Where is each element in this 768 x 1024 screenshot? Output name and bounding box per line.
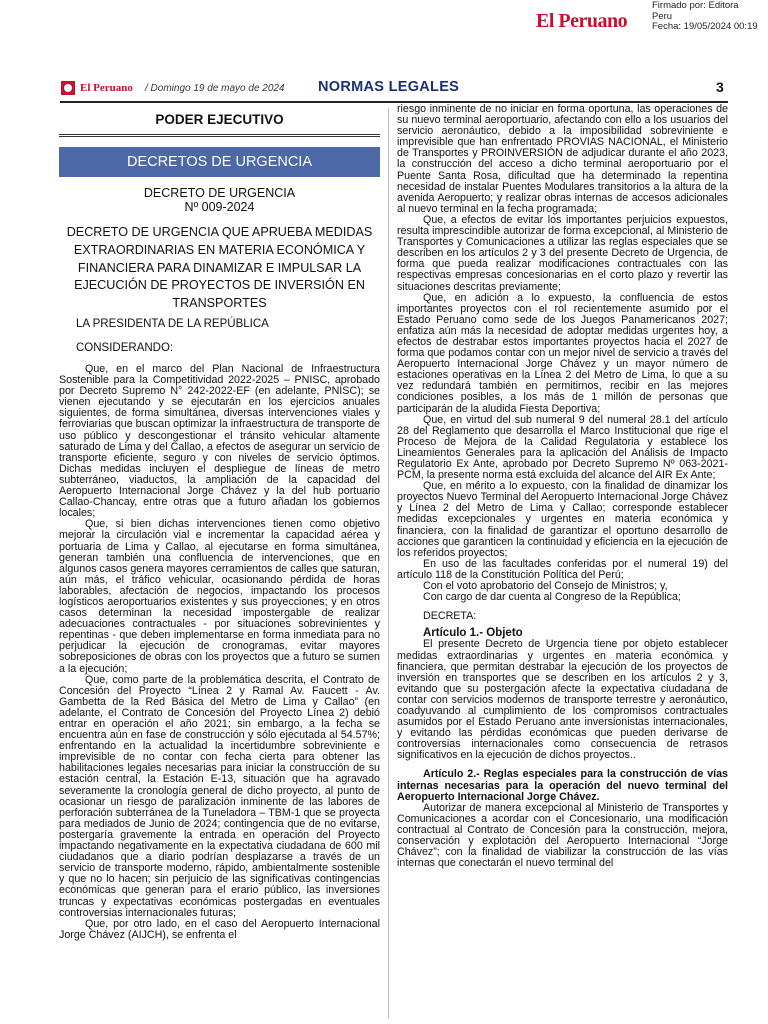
decree-id: Nº 009-2024 [184, 200, 255, 214]
paragraph: En uso de las facultades conferidas por el numeral 19) del artículo 118 de la Constitución Política del Perú; [397, 557, 728, 581]
paragraph: riesgo inminente de no iniciar en forma oportuna, las operaciones de su nuevo terminal aeroportuario, afectando con ello a los usuarios del servicio aeronáutico, debido a la imposibilidad sobreviniente e imprevisible que han enfrentado PROVIAS NACIONAL, el Ministerio de Transportes y PROINVERSIÓN de adjudicar durante el año 2023, la construcción del acceso a dicho terminal aeroportuario por el Puente Santa Rosa, dificultad que ha determinado la repentina necesidad de instalar Puentes Modulares transitorios a la altura de la avenida Aeropuerto; y realizar obras internas de accesos adicionales al nuevo terminal en la fecha programada; [397, 103, 728, 215]
paragraph: Que, por otro lado, en el caso del Aeropuerto Internacional Jorge Chávez (AIJCH), se enfrenta el [59, 917, 380, 941]
left-body-text [59, 364, 380, 941]
header-date: / Domingo 19 de mayo de 2024 [145, 83, 285, 94]
section-rule [59, 134, 380, 135]
el-peruano-emblem-icon [60, 80, 76, 96]
article-2-title: Artículo 2.- Reglas especiales para la construcción de vías internas necesarias para la operación del nuevo terminal del Aeropuerto Internacional Jorge Chávez. [397, 768, 728, 803]
column-divider [388, 108, 389, 1018]
paragraph: Con cargo de dar cuenta al Congreso de la República; [423, 591, 681, 604]
paragraph: Que, si bien dichas intervenciones tienen como objetivo mejorar la circulación vial e incrementar la capacidad aérea y portuaria de Lima y Callao, al ejecutarse en forma simultánea, generan también una confluencia de intervenciones, que en algunos casos genera mayores cerramientos de calles que saturan, aún más, el tráfico vehicular, ocasionando pérdida de horas laborables, afectación de negocios, impactando los procesos logísticos aeroportuarios existentes y sus proyecciones; y en otros casos determinan la necesidad impostergable de realizar adecuaciones contractuales - por situaciones sobrevinientes y repentinas - que deben implementarse en forma inmediata para no perjudicar la ejecución de cronogramas, evitar mayores sobreposiciones de obras con los proyectos que a futuro se sumen a la ejecución; [59, 518, 380, 675]
paragraph: Que, en el marco del Plan Nacional de Infraestructura Sostenible para la Competitividad 2022-2025 – PNISC, aprobado por Decreto Supremo N° 242-2022-EF (en adelante, PNISC); se vienen ejecutando y se ejecutarán en los ejercicios anuales siguientes, de forma simultánea, diversas intervenciones viales y ferroviarias que buscan optimizar la infraestructura de transporte de uso público y descongestionar el tránsito vehicular altamente saturado de Lima y del Callao, a efectos de asegurar un servicio de transporte eficiente, seguro y con niveles de servicio óptimos. Dichas medidas incluyen el despliegue de líneas de metro subterráneo, viaductos, la ampliación de la capacidad del Aeropuerto Internacional Jorge Chávez y la del hub portuario Callao-Chancay, entre otras que a futuro añadan los gobiernos locales; [59, 363, 380, 520]
paragraph: Que, como parte de la problemática descrita, el Contrato de Concesión del Proyecto “Línea 2 y Ramal Av. Faucett - Av. Gambetta de la Red Básica del Metro de Lima y Callao” (en adelante, el Contrato de Concesión del Proyecto Línea 2) debió entrar en operación el año 2021; sin embargo, a la fecha se encuentra aún en fase de construcción y sólo ejecutada al 54.57%; enfrentando en la actualidad la incertidumbre sobreviniente e imprevisible de no contar con fecha cierta para obtener las habilitaciones legales necesarias para iniciar la construcción de su estación central, la Estación E-13, situación que ha agravado severamente la cronología general de dicho proyecto, al punto de ocasionar un riesgo de paralización inminente de las labores de perforación subterránea de la Tuneladora – TBM-1 que se proyecta para mediados de Junio de 2024; contingencia que de no evitarse, postergaría gravemente la entrada en operación del Proyecto impactando negativamente en la expectativa ciudadana de 600 mil ciudadanos que a diario podrían desplazarse a través de un servicio de transporte moderno, rápido, ambientalmente sostenible y que no lo hacen; sin perjuicio de las significativas contingencias económicas que generan para el erario público, las inversiones truncas y expectativas económicas postergadas en eventuales controversias internacionales futuras; [59, 673, 380, 919]
decree-heading: DECRETO DE URGENCIA QUE APRUEBA MEDIDAS EXTRAORDINARIAS EN MATERIA ECONÓMICA Y FINANCIERA PARA DINAMIZAR E IMPULSAR LA EJECUCIÓN DE PROYECTOS DE INVERSIÓN EN TRANSPORTES [66, 225, 373, 311]
paragraph: Que, en adición a lo expuesto, la confluencia de estos importantes proyectos con el rol recientemente asumido por el Estado Peruano como sede de los Juegos Panamericanos 2027; enfatiza aún más la necesidad de adoptar medidas urgentes hoy, a efectos de destrabar estos importantes proyectos hacia el 2027 de forma que podamos contar con un mejor nivel de servicio a través del Aeropuerto Internacional Jorge Chávez y un mayor número de estaciones operativas en la Línea 2 del Metro de Lima, lo que a su vez redundará también en permitirnos, recibir en las mejores condiciones posibles, a los más de 1 millón de personas que participarán de la aludida Fiesta Deportiva; [397, 291, 728, 415]
section-poder-ejecutivo: PODER EJECUTIVO [155, 112, 284, 127]
article-2-text: Autorizar de manera excepcional al Ministerio de Transportes y Comunicaciones a acordar con el Concesionario, una modificación contractual al Contrato de Concesión para la construcción, mejora, conservación y explotación del Aeropuerto Internacional “Jorge Chávez”; con la finalidad de viabilizar la construcción de las vías internas que conectarán el nuevo terminal del [397, 801, 728, 870]
el-peruano-signature-logo: El Peruano [536, 10, 628, 32]
paragraph: Con el voto aprobatorio del Consejo de Ministros; y, [423, 580, 668, 593]
digital-signature-info [652, 1, 758, 33]
issuer-line: LA PRESIDENTA DE LA REPÚBLICA [76, 318, 269, 330]
paragraph: Que, en mérito a lo expuesto, con la finalidad de dinamizar los proyectos Nuevo Terminal del Aeropuerto Internacional Jorge Chávez y Línea 2 del Metro de Lima y Callao; corresponde establecer medidas excepcionales y urgentes en materia económica y financiera, con la finalidad de garantizar el oportuno desarrollo de acciones que garanticen la continuidad y eficiencia en la ejecución de los referidos proyectos; [397, 480, 728, 559]
paragraph: Que, en virtud del sub numeral 9 del numeral 28.1 del artículo 28 del Reglamento que desarrolla el Marco Institucional que rige el Proceso de Mejora de la Calidad Regulatoria y establece los Lineamientos Generales para la aplicación del Análisis de Impacto Regulatorio Ex Ante, aprobado por Decreto Supremo Nº 063-2021-PCM, la presente norma está excluida del alcance del AIR Ex Ante; [397, 413, 728, 482]
signature-line-3: Fecha: 19/05/2024 00:19 [652, 21, 758, 32]
section-rule [59, 136, 380, 137]
decretos-de-urgencia-banner: DECRETOS DE URGENCIA [59, 147, 380, 177]
decree-type: DECRETO DE URGENCIA [143, 186, 296, 200]
decree-number [59, 186, 380, 214]
considerando-label: CONSIDERANDO: [76, 342, 174, 354]
decreta-label: DECRETA: [423, 610, 477, 623]
page-number: 3 [716, 79, 724, 95]
header-brand: El Peruano [80, 82, 133, 94]
right-body-text [397, 104, 728, 869]
signature-line-2: Peru [652, 10, 673, 22]
article-1-text: El presente Decreto de Urgencia tiene por objeto establecer medidas extraordinarias y urgentes en materia económica y financiera, que permitan destrabar la ejecución de los proyectos de inversión en transportes que se describen en los artículos 2 y 3, evitando que su postergación afecte la expectativa ciudadana de contar con servicios modernos de transporte terrestre y aeronáutico, coadyuvando al cumplimiento de los compromisos contractuales asumidos por el Estado Peruano ante inversionistas internacionales, y evitando las pérdidas económicas que pueden derivarse de controversias internacionales como consecuencia de retrasos significativos en la ejecución de dichos proyectos.. [397, 638, 728, 762]
article-1-title: Artículo 1.- Objeto [423, 627, 523, 640]
header-section-title: NORMAS LEGALES [318, 79, 460, 95]
paragraph: Que, a efectos de evitar los importantes perjuicios expuestos, resulta imprescindible autorizar de forma excepcional, al Ministerio de Transportes y Comunicaciones a utilizar las reglas especiales que se describen en los artículos 2 y 3 del presente Decreto de Urgencia, de forma que pueda realizar modificaciones contractuales con las respectivas empresas concesionarias en el corto plazo y revertir las situaciones descritas previamente; [397, 213, 728, 293]
signature-line-1: Firmado por: Editora [652, 0, 739, 11]
